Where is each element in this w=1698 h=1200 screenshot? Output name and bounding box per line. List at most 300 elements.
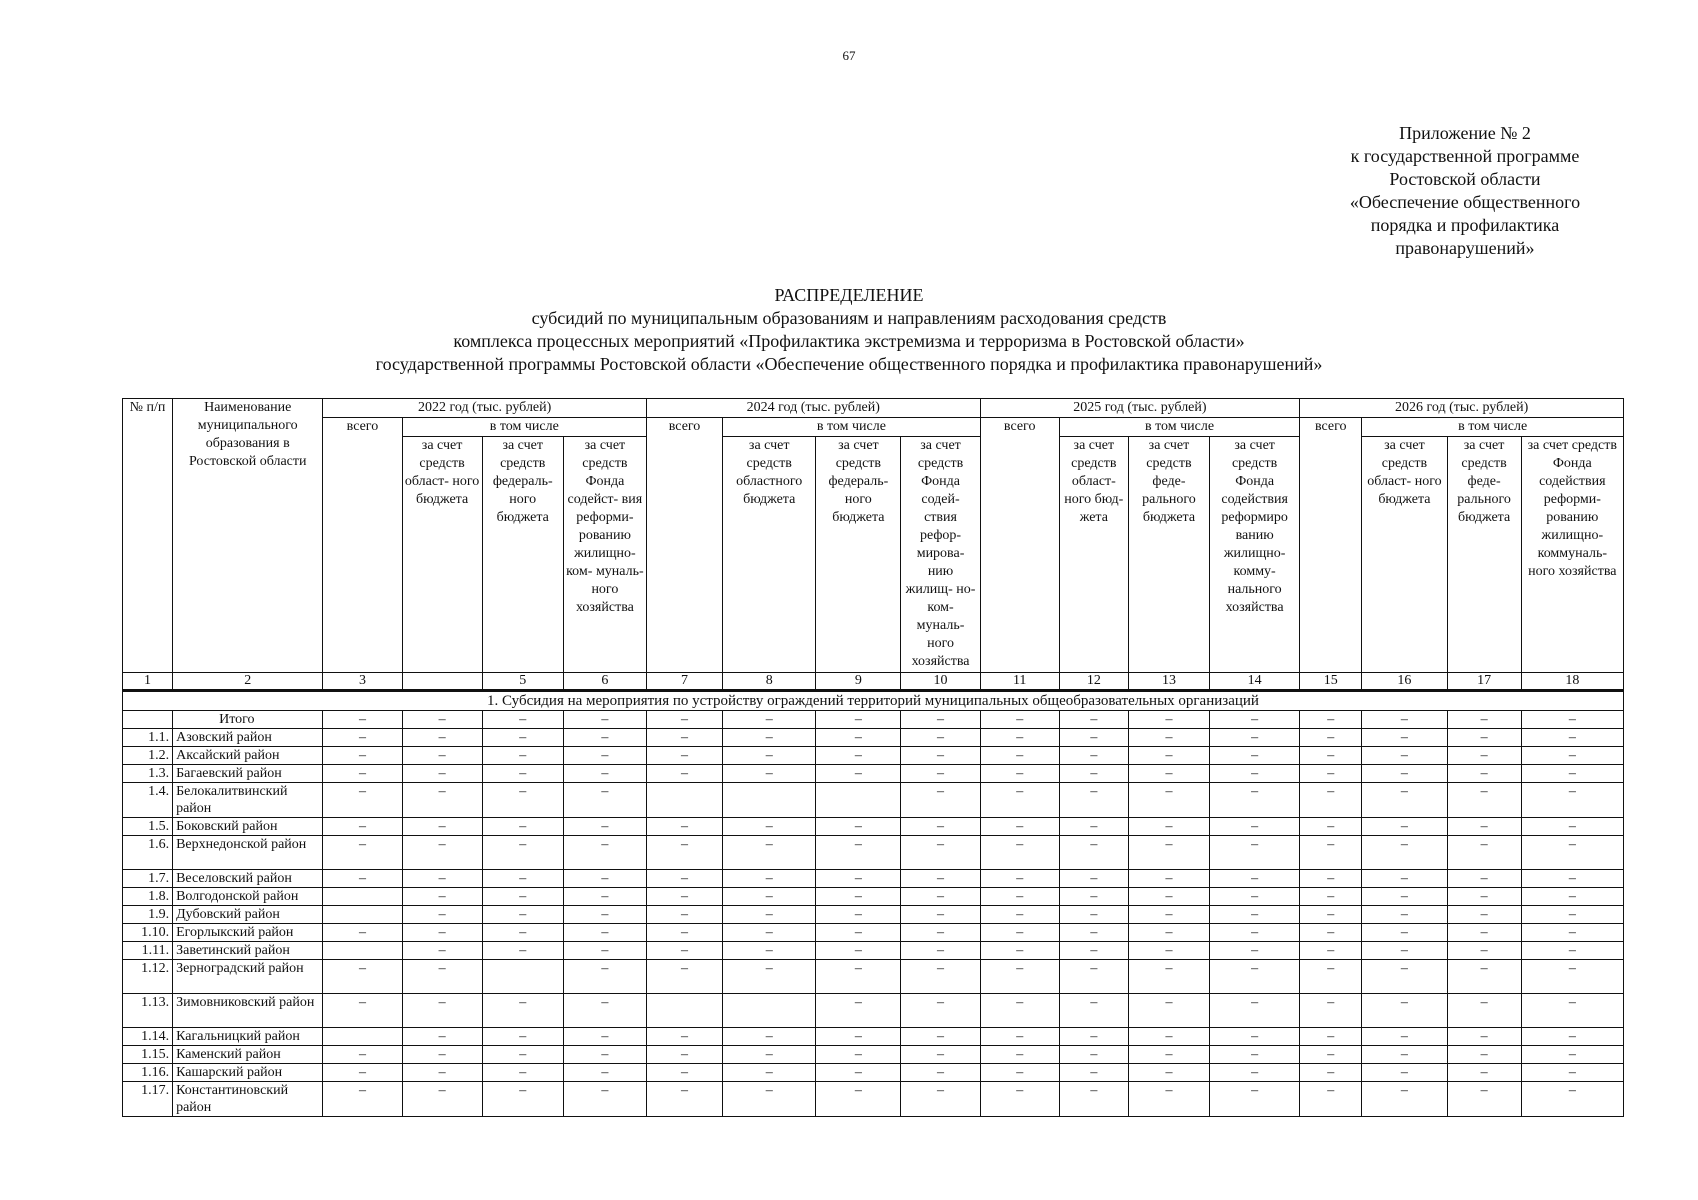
value-cell: – [1059,836,1128,870]
value-cell: – [1521,870,1623,888]
value-cell: – [482,1082,563,1117]
row-number [123,711,173,729]
value-cell: – [1128,783,1209,818]
value-cell: – [1447,924,1521,942]
value-cell [323,888,402,906]
value-cell: – [980,994,1059,1028]
value-cell: – [563,924,646,942]
column-number: 2 [173,673,323,691]
value-cell: – [1447,994,1521,1028]
value-cell: – [816,836,901,870]
row-name: Дубовский район [173,906,323,924]
appendix-block [1315,122,1615,260]
column-number: 9 [816,673,901,691]
value-cell: – [901,942,980,960]
column-number: 13 [1128,673,1209,691]
distribution-table [122,398,1624,1117]
value-cell: – [1447,765,1521,783]
value-cell: – [1447,888,1521,906]
value-cell: – [980,765,1059,783]
column-number: 1 [123,673,173,691]
value-cell: – [1128,711,1209,729]
row-number: 1.7. [123,870,173,888]
value-cell: – [816,711,901,729]
header-housing-fund: за счет средств Фонда содейст- вия реформи- рованию жилищно- ком- муналь- ного хозяйства [563,437,646,673]
row-number: 1.3. [123,765,173,783]
value-cell: – [816,729,901,747]
value-cell: – [482,906,563,924]
value-cell: – [901,818,980,836]
value-cell: – [482,924,563,942]
row-name: Константиновский район [173,1082,323,1117]
value-cell: – [563,870,646,888]
value-cell: – [1300,783,1362,818]
header-total: всего [1300,418,1362,673]
heading-line: субсидий по муниципальным образованиям и направлениям расходования средств [531,308,1167,328]
column-number: 17 [1447,673,1521,691]
column-number: 11 [980,673,1059,691]
value-cell: – [723,1082,816,1117]
value-cell [323,942,402,960]
row-number: 1.17. [123,1082,173,1117]
value-cell: – [1300,1046,1362,1064]
value-cell: – [646,906,722,924]
value-cell: – [482,1064,563,1082]
value-cell: – [1210,942,1300,960]
value-cell: – [563,729,646,747]
value-cell: – [816,818,901,836]
value-cell: – [1447,960,1521,994]
value-cell: – [1210,1046,1300,1064]
value-cell: – [980,711,1059,729]
value-cell: – [980,818,1059,836]
header-federal-budget: за счет средств федераль- ного бюджета [816,437,901,673]
value-cell: – [1447,711,1521,729]
value-cell: – [323,818,402,836]
value-cell: – [482,818,563,836]
value-cell: – [901,711,980,729]
value-cell: – [980,1028,1059,1046]
header-regional-budget: за счет средств област- ного бюджета [1362,437,1447,673]
value-cell: – [646,1082,722,1117]
value-cell: – [1362,994,1447,1028]
row-name: Верхнедонской район [173,836,323,870]
header-year-2026: 2026 год (тыс. рублей) [1300,399,1624,418]
table-row [123,906,1624,924]
value-cell: – [402,818,482,836]
value-cell: – [723,942,816,960]
table-row [123,888,1624,906]
value-cell: – [563,818,646,836]
value-cell: – [402,906,482,924]
value-cell: – [482,888,563,906]
value-cell [816,783,901,818]
row-name: Заветинский район [173,942,323,960]
appendix-line: к государственной программе [1350,146,1580,166]
value-cell: – [1210,960,1300,994]
value-cell: – [402,1046,482,1064]
value-cell: – [1210,836,1300,870]
value-cell: – [482,1028,563,1046]
column-number: 3 [323,673,402,691]
value-cell: – [1059,888,1128,906]
header-year-2025: 2025 год (тыс. рублей) [980,399,1300,418]
row-number: 1.5. [123,818,173,836]
value-cell: – [1059,783,1128,818]
document-heading [0,284,1698,376]
value-cell: – [1128,1082,1209,1117]
value-cell: – [402,888,482,906]
value-cell: – [1300,960,1362,994]
value-cell: – [1447,1064,1521,1082]
value-cell: – [1362,1082,1447,1117]
value-cell: – [563,994,646,1028]
row-name: Егорлыкский район [173,924,323,942]
row-name: Белокалитвинский район [173,783,323,818]
value-cell: – [563,1082,646,1117]
table-row [123,1082,1624,1117]
heading-line: комплекса процессных мероприятий «Профилактика экстремизма и терроризма в Ростовской области» [453,331,1245,351]
value-cell [323,1028,402,1046]
value-cell: – [402,960,482,994]
value-cell: – [723,747,816,765]
header-housing-fund: за счет средств Фонда содействия реформиро ванию жилищно- комму- нального хозяйства [1210,437,1300,673]
value-cell: – [980,1082,1059,1117]
value-cell: – [1128,942,1209,960]
column-number: 8 [723,673,816,691]
value-cell: – [816,1028,901,1046]
value-cell: – [1128,836,1209,870]
table-row [123,942,1624,960]
value-cell: – [323,747,402,765]
value-cell: – [402,747,482,765]
value-cell: – [1362,765,1447,783]
value-cell: – [323,783,402,818]
value-cell: – [1300,818,1362,836]
value-cell: – [980,888,1059,906]
value-cell: – [1128,1028,1209,1046]
value-cell: – [723,906,816,924]
value-cell: – [323,711,402,729]
row-name: Азовский район [173,729,323,747]
value-cell: – [1210,729,1300,747]
value-cell: – [816,960,901,994]
value-cell: – [1210,906,1300,924]
table-row [123,994,1624,1028]
value-cell: – [482,870,563,888]
value-cell: – [816,1082,901,1117]
value-cell: – [1210,765,1300,783]
value-cell: – [1300,942,1362,960]
value-cell: – [1300,729,1362,747]
value-cell: – [1128,729,1209,747]
value-cell: – [1521,711,1623,729]
value-cell: – [1521,960,1623,994]
value-cell: – [980,1064,1059,1082]
value-cell: – [1300,906,1362,924]
value-cell: – [723,711,816,729]
row-number: 1.6. [123,836,173,870]
value-cell: – [323,836,402,870]
value-cell: – [1300,994,1362,1028]
header-federal-budget: за счет средств феде- рального бюджета [1128,437,1209,673]
value-cell: – [323,924,402,942]
value-cell: – [646,870,722,888]
value-cell: – [402,765,482,783]
value-cell: – [1059,994,1128,1028]
value-cell: – [901,1046,980,1064]
value-cell: – [1362,906,1447,924]
value-cell: – [723,1028,816,1046]
value-cell: – [980,960,1059,994]
value-cell: – [816,888,901,906]
value-cell: – [323,1082,402,1117]
value-cell [646,994,722,1028]
value-cell: – [901,729,980,747]
row-number: 1.12. [123,960,173,994]
value-cell: – [901,765,980,783]
value-cell: – [1210,870,1300,888]
row-number: 1.9. [123,906,173,924]
value-cell: – [563,765,646,783]
value-cell: – [402,729,482,747]
value-cell: – [980,924,1059,942]
value-cell: – [1362,747,1447,765]
value-cell: – [1447,783,1521,818]
value-cell: – [1300,1028,1362,1046]
row-name: Итого [173,711,323,729]
value-cell: – [723,818,816,836]
value-cell: – [1362,729,1447,747]
value-cell: – [1447,836,1521,870]
row-name: Багаевский район [173,765,323,783]
column-number [402,673,482,691]
row-number: 1.15. [123,1046,173,1064]
value-cell: – [646,1064,722,1082]
value-cell: – [402,711,482,729]
row-name: Зимовниковский район [173,994,323,1028]
header-name: Наименование муниципального образования в Ростовской области [173,399,323,673]
value-cell: – [646,1028,722,1046]
page-number: 67 [842,48,856,63]
column-number: 18 [1521,673,1623,691]
value-cell: – [980,942,1059,960]
value-cell: – [323,1046,402,1064]
value-cell: – [1447,729,1521,747]
value-cell: – [1300,1064,1362,1082]
value-cell: – [1447,870,1521,888]
value-cell: – [816,747,901,765]
value-cell: – [1362,836,1447,870]
value-cell: – [563,1046,646,1064]
row-name: Зерноградский район [173,960,323,994]
heading-line: государственной программы Ростовской области «Обеспечение общественного порядка и профилактика правонарушений» [375,354,1323,374]
header-federal-budget: за счет средств феде- рального бюджета [1447,437,1521,673]
value-cell: – [1362,960,1447,994]
value-cell: – [1447,942,1521,960]
value-cell: – [563,1064,646,1082]
table-row [123,960,1624,994]
header-year-2024: 2024 год (тыс. рублей) [646,399,980,418]
row-number: 1.14. [123,1028,173,1046]
value-cell: – [402,1064,482,1082]
value-cell: – [563,711,646,729]
header-housing-fund: за счет средств Фонда содей- ствия рефор- мирова- нию жилищ- но-ком- муналь- ного хозяйства [901,437,980,673]
value-cell: – [901,960,980,994]
value-cell: – [1128,765,1209,783]
value-cell: – [1521,1064,1623,1082]
value-cell: – [723,729,816,747]
value-cell: – [1210,994,1300,1028]
row-name: Каменский район [173,1046,323,1064]
value-cell: – [482,942,563,960]
row-number: 1.8. [123,888,173,906]
value-cell: – [723,870,816,888]
value-cell: – [1128,1046,1209,1064]
value-cell: – [1128,960,1209,994]
value-cell: – [1521,888,1623,906]
value-cell: – [1210,1064,1300,1082]
value-cell: – [646,888,722,906]
value-cell: – [723,888,816,906]
value-cell: – [646,729,722,747]
value-cell: – [901,836,980,870]
value-cell: – [1210,783,1300,818]
value-cell: – [1128,1064,1209,1082]
value-cell: – [1521,906,1623,924]
value-cell: – [1059,711,1128,729]
value-cell: – [1128,994,1209,1028]
value-cell: – [1128,747,1209,765]
value-cell: – [646,960,722,994]
value-cell: – [1059,960,1128,994]
value-cell: – [1300,924,1362,942]
value-cell: – [901,870,980,888]
value-cell: – [901,1028,980,1046]
value-cell [323,906,402,924]
column-number: 10 [901,673,980,691]
value-cell: – [816,1046,901,1064]
table-row [123,747,1624,765]
value-cell: – [1210,711,1300,729]
table-row [123,870,1624,888]
row-number: 1.2. [123,747,173,765]
value-cell: – [1300,870,1362,888]
value-cell: – [1059,906,1128,924]
value-cell: – [1521,942,1623,960]
value-cell: – [646,924,722,942]
appendix-line: Приложение № 2 [1399,123,1531,143]
value-cell: – [563,783,646,818]
value-cell: – [1521,1028,1623,1046]
value-cell: – [646,942,722,960]
value-cell: – [1521,1046,1623,1064]
value-cell: – [1362,924,1447,942]
table-row [123,818,1624,836]
value-cell: – [323,870,402,888]
value-cell: – [1300,836,1362,870]
value-cell: – [1128,870,1209,888]
value-cell: – [723,1046,816,1064]
row-number: 1.13. [123,994,173,1028]
value-cell: – [402,1082,482,1117]
value-cell: – [816,924,901,942]
value-cell: – [1447,906,1521,924]
value-cell: – [646,711,722,729]
value-cell: – [1362,818,1447,836]
value-cell: – [1210,818,1300,836]
value-cell: – [1447,1028,1521,1046]
value-cell: – [1300,1082,1362,1117]
column-number: 16 [1362,673,1447,691]
value-cell: – [646,1046,722,1064]
value-cell [723,783,816,818]
value-cell: – [402,870,482,888]
value-cell: – [1300,711,1362,729]
value-cell: – [402,1028,482,1046]
value-cell: – [646,818,722,836]
value-cell: – [1210,1028,1300,1046]
table-row [123,729,1624,747]
value-cell: – [816,1064,901,1082]
value-cell: – [1128,924,1209,942]
value-cell: – [1128,906,1209,924]
value-cell: – [563,747,646,765]
value-cell: – [980,747,1059,765]
value-cell: – [816,870,901,888]
value-cell: – [723,960,816,994]
value-cell: – [1059,765,1128,783]
column-number: 15 [1300,673,1362,691]
value-cell: – [646,747,722,765]
header-housing-fund: за счет средств Фонда содействия реформи- рованию жилищно- коммуналь- ного хозяйства [1521,437,1623,673]
row-name: Волгодонской район [173,888,323,906]
value-cell [482,960,563,994]
value-cell: – [816,942,901,960]
value-cell: – [1059,1082,1128,1117]
value-cell: – [1521,994,1623,1028]
value-cell: – [1059,729,1128,747]
table-row [123,1028,1624,1046]
value-cell: – [323,765,402,783]
value-cell: – [482,765,563,783]
value-cell: – [646,836,722,870]
row-number: 1.1. [123,729,173,747]
table-row [123,1064,1624,1082]
value-cell: – [1447,747,1521,765]
value-cell: – [1210,747,1300,765]
value-cell: – [323,729,402,747]
value-cell: – [563,836,646,870]
value-cell: – [1128,818,1209,836]
value-cell: – [1521,836,1623,870]
value-cell: – [1521,924,1623,942]
row-name: Веселовский район [173,870,323,888]
value-cell: – [1059,942,1128,960]
header-total: всего [323,418,402,673]
column-number-row [123,673,1624,691]
header-regional-budget: за счет средств област- ного бюд- жета [1059,437,1128,673]
value-cell: – [482,711,563,729]
value-cell: – [1521,818,1623,836]
value-cell: – [323,1064,402,1082]
section-title: 1. Субсидия на мероприятия по устройству ограждений территорий муниципальных общеобразовательных организаций [123,691,1624,711]
value-cell: – [563,1028,646,1046]
appendix-line: Ростовской области [1389,169,1541,189]
value-cell: – [563,942,646,960]
value-cell: – [402,924,482,942]
value-cell: – [402,836,482,870]
